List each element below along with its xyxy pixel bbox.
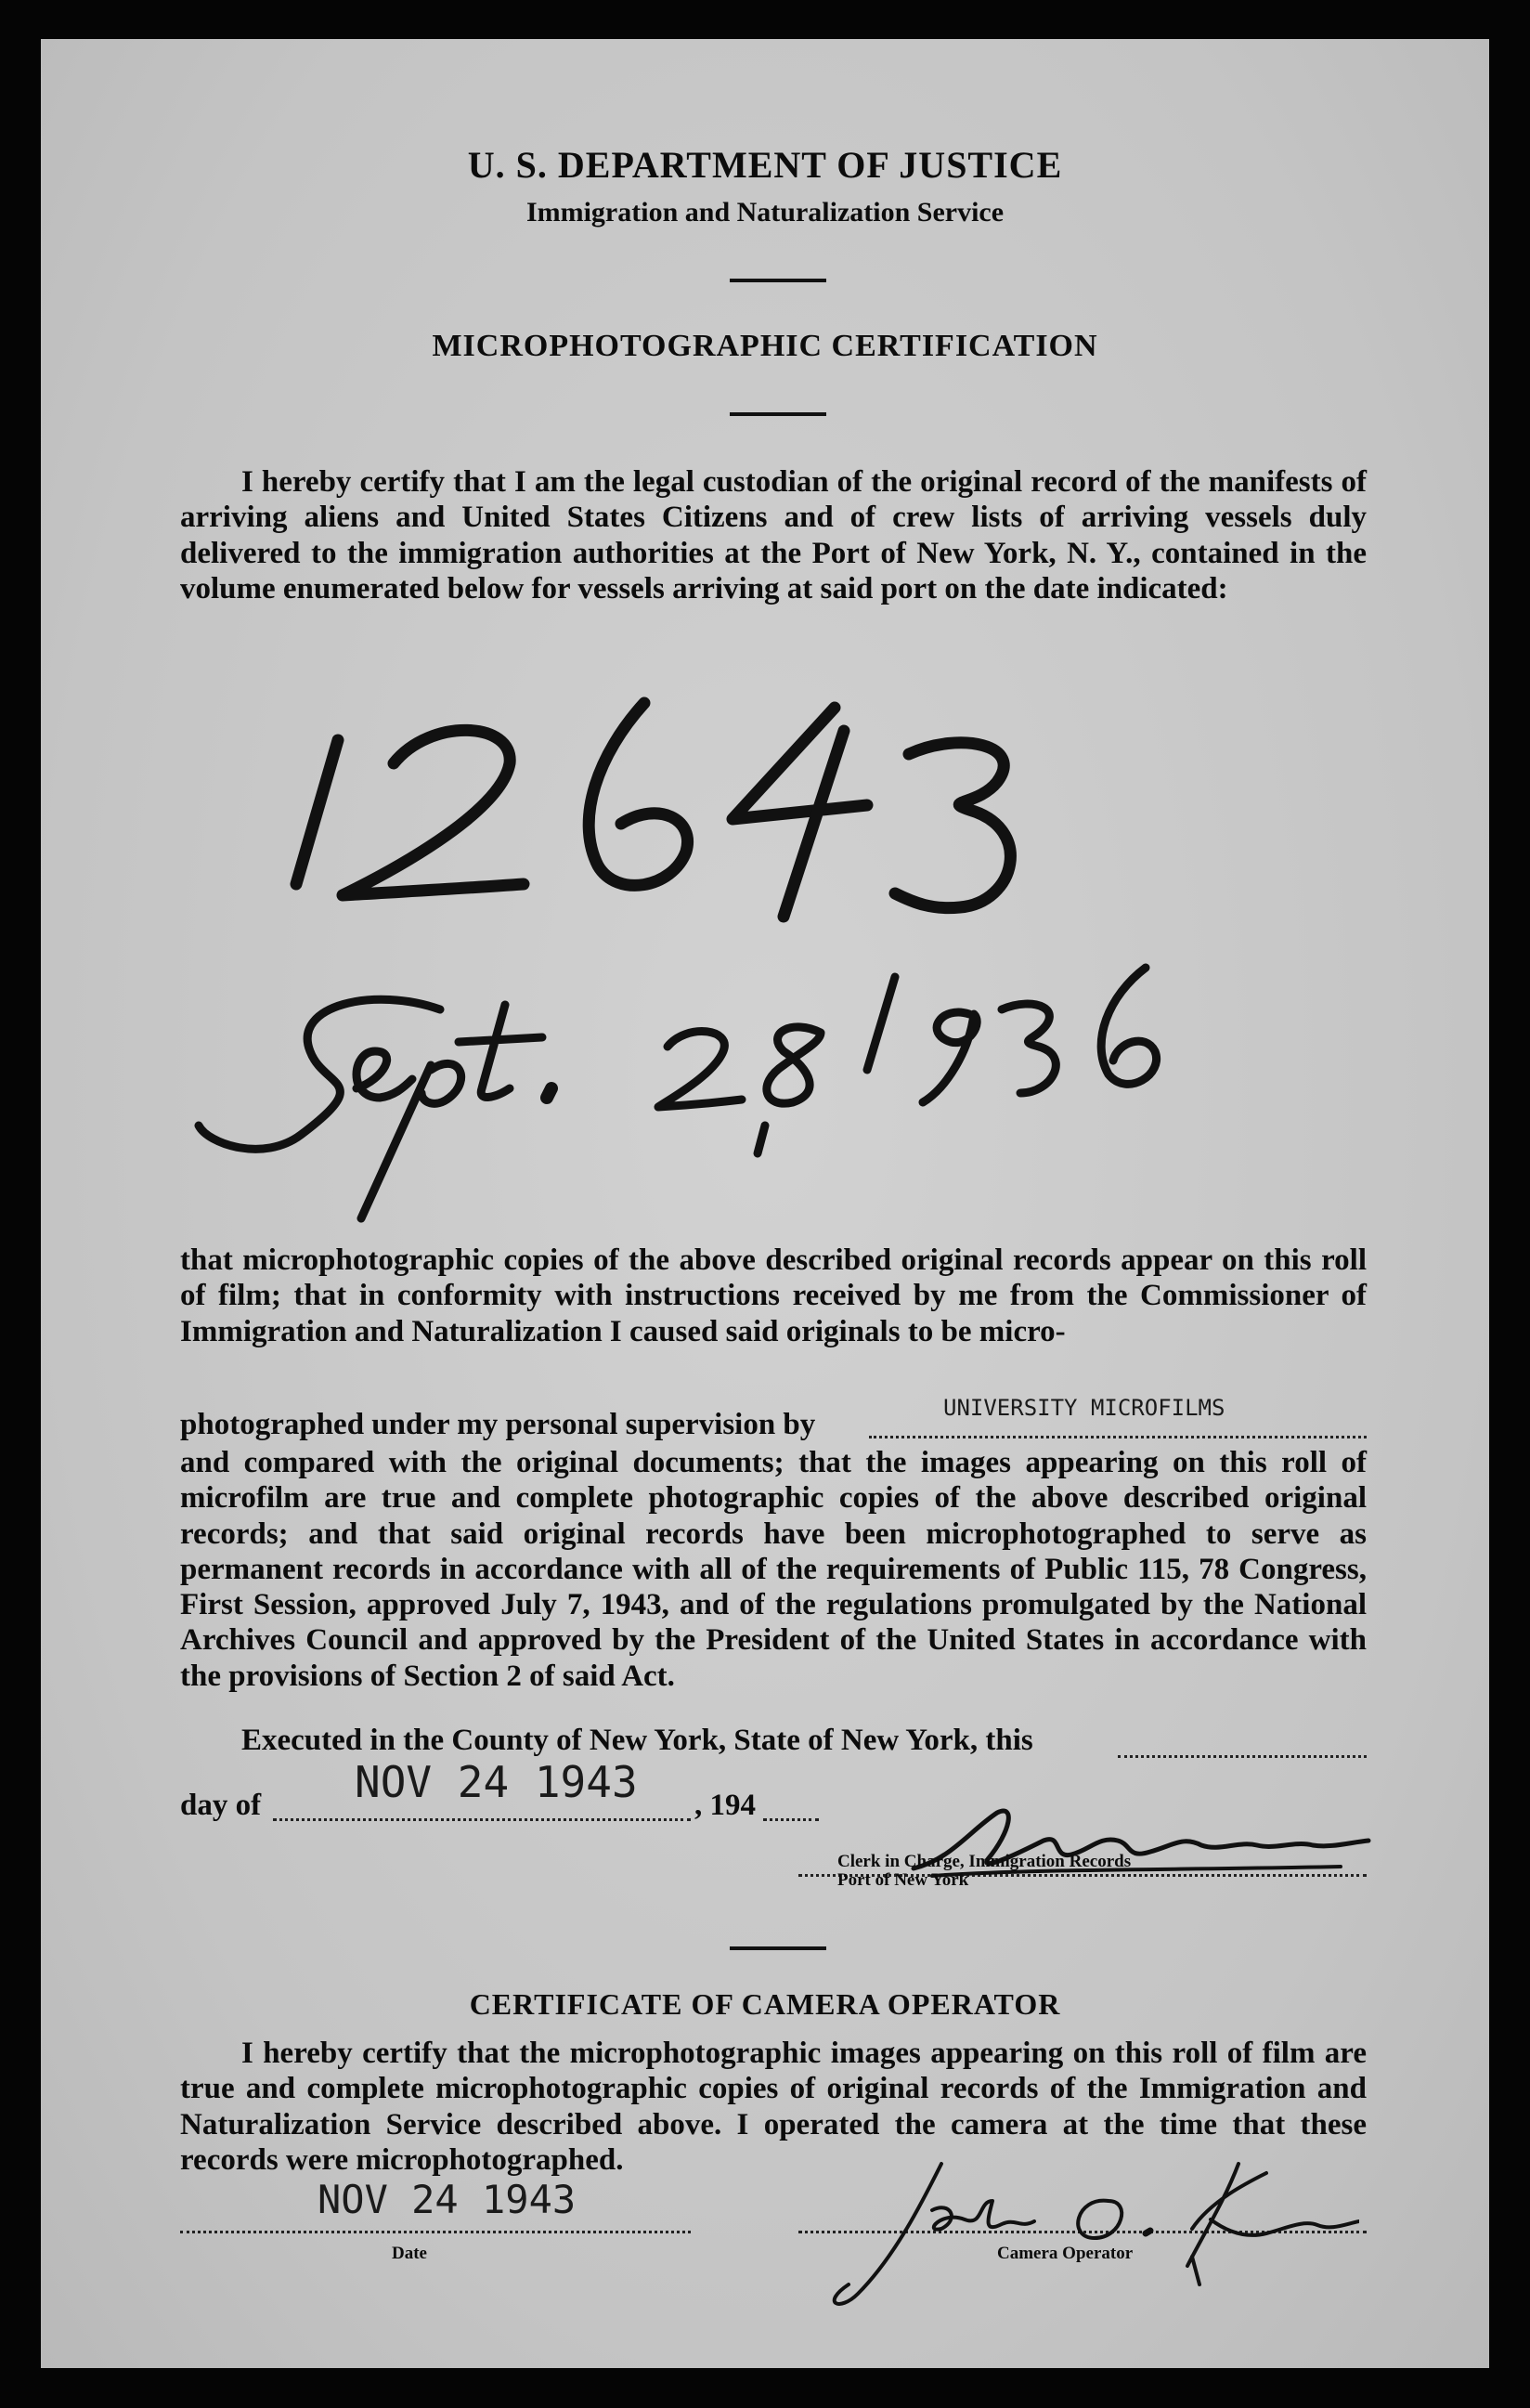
handwritten-volume-and-date — [152, 652, 1415, 1265]
year-fill-line — [763, 1785, 819, 1821]
microfilmer-stamp: UNIVERSITY MICROFILMS — [943, 1395, 1225, 1421]
operator-label: Camera Operator — [997, 2244, 1134, 2263]
service-subheading: Immigration and Naturalization Service — [525, 197, 1005, 228]
executed-date-stamp: NOV 24 1943 — [355, 1757, 638, 1807]
certification-body-1: that microphotographic copies of the above described original records appear on this roll of film; that in conformity with instructions received by me from the Commissioner of Immigration and Naturalization I caused said originals to be micro- — [180, 1243, 1367, 1348]
divider — [730, 279, 826, 282]
department-heading: U. S. DEPARTMENT OF JUSTICE — [467, 144, 1063, 186]
camera-operator-title: CERTIFICATE OF CAMERA OPERATOR — [469, 1987, 1061, 2021]
operator-date-stamp: NOV 24 1943 — [318, 2177, 577, 2222]
clerk-title-line-2: Port of New York — [837, 1870, 969, 1890]
date-label: Date — [392, 2244, 427, 2263]
certification-title: MICROPHOTOGRAPHIC CERTIFICATION — [432, 329, 1098, 363]
camera-operator-text: I hereby certify that the microphotographic images appearing on this roll of film are true and complete microphotographic copies of original records of the Immigration and Naturalization Service described above. I operated the camera at the time that these records were microphotographed. — [180, 2037, 1367, 2177]
clerk-title-line-1: Clerk in Charge, Immigration Records — [837, 1852, 1132, 1871]
supervision-label: photographed under my personal supervision by — [180, 1408, 816, 1441]
handwritten-volume-number — [296, 703, 1010, 917]
executed-label: Executed in the County of New York, State of New York, this — [241, 1724, 1033, 1757]
year-label: , 194 — [694, 1789, 756, 1822]
day-of-label: day of — [180, 1789, 262, 1822]
camera-operator-signature — [802, 2145, 1359, 2331]
divider — [730, 412, 826, 416]
certification-intro: I hereby certify that I am the legal custodian of the original record of the manifests of arriving aliens and United States Citizens and of crew lists of arriving vessels duly delivered to the immigration authorities at the Port of New York, N. Y., contained in the volume enumerated below for vessels arriving at said port on the date indicated: — [180, 465, 1367, 605]
certificate-page — [41, 39, 1489, 2368]
certification-body-2: and compared with the original documents; that the images appearing on this roll of microfilm are true and complete photographic copies of the above described original records; and that said original records have been microphotographed to serve as permanent records in accordance with all of the requirements of Public 115, 78 Congress, First Session, approved July 7, 1943, and of the regulations promulgated by the National Archives Council and approved by the President of the United States in accordance with the provisions of Section 2 of said Act. — [180, 1446, 1367, 1693]
handwritten-arrival-date — [199, 968, 1157, 1218]
executed-fill-line — [1118, 1716, 1367, 1758]
date-fill-line — [180, 2203, 691, 2233]
divider — [730, 1946, 826, 1950]
